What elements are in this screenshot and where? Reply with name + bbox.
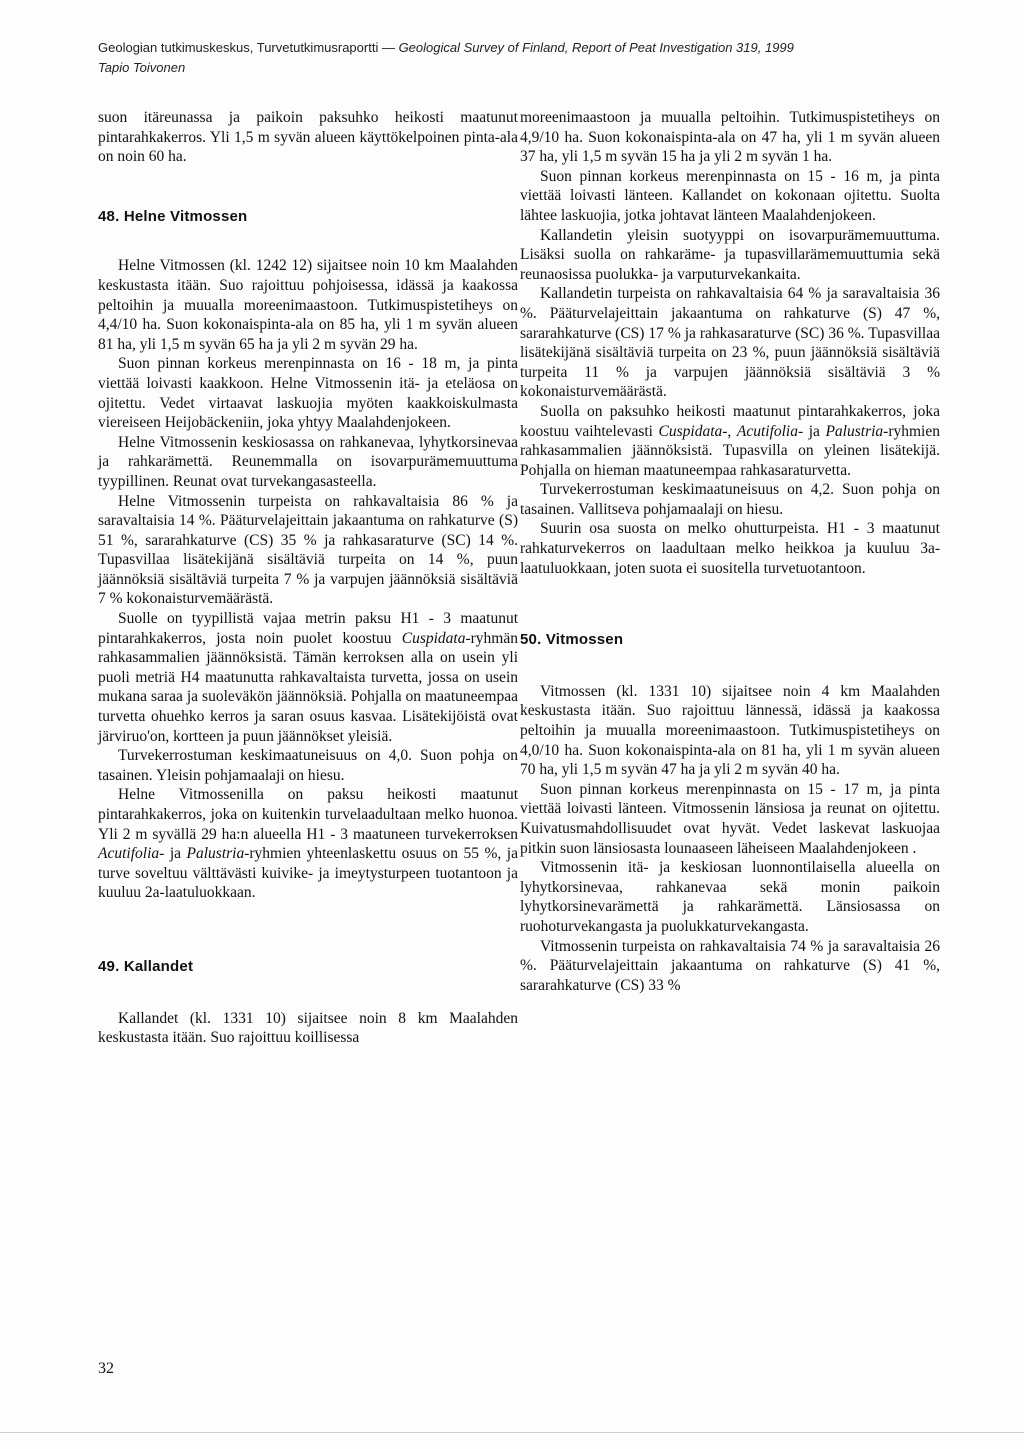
header-series: Geological Survey of Finland, Report of Peat Investigation 319, 1999 [398,40,794,55]
paragraph: Helne Vitmossenin keskiosassa on rahkanevaa, lyhytkorsinevaa ja rahkarämettä. Reunemmalla on isovarpurämemuuttuma tyypillinen. Reunat ovat turvekangasasteella. [98,433,518,490]
left-column [98,108,518,1048]
right-column [520,108,940,995]
paragraph: Turvekerrostuman keskimaatuneisuus on 4,2. Suon pohja on tasainen. Vallitseva pohjamaalaji on hiesu. [520,481,940,518]
paragraph: Kallandet (kl. 1331 10) sijaitsee noin 8 km Maalahden keskustasta itään. Suo rajoittuu koillisessa [98,1009,518,1047]
paragraph [98,609,518,746]
taxon-italic: Cuspidata [658,422,723,440]
paragraph: Kallandetin turpeista on rahkavaltaisia 64 % ja saravaltaisia 36 %. Pääturvelajeittain jakaantuma on rahkaturve (S) 47 %, sararahkaturve (CS) 17 % ja rahkasaraturve (SC) 36 %. Tupasvillaa lisätekijänä sisältäviä turpeita on 23 %, puun jäännöksiä sisältäviä turpeita 11 % ja varpujen jäännöksiä sisältäviä 3 % kokonaisturvemäärästä. [520,285,940,401]
text-run: -ryhmien yhteenlaskettu osuus on 55 %, ja turve soveltuu välttävästi kuivike- ja imeytysturpeen tuotantoon ja kuuluu 2a-laatuluokkaan. [98,845,518,902]
paragraph: Vitmossenin itä- ja keskiosan luonnontilaisella alueella on lyhytkorsinevaa, rahkanevaa sekä monin paikoin lyhytkorsinevarämettä ja rahkarämettä. Länsiosassa on ruohoturvekangasta ja puolukkaturvekangasta. [520,859,940,935]
paragraph [98,785,518,903]
taxon-italic: Palustria [186,845,245,863]
paragraph: Vitmossen (kl. 1331 10) sijaitsee noin 4 km Maalahden keskustasta itään. Suo rajoittuu lännessä, idässä ja kaakossa peltoihin ja muualla moreenimaastoon. Tutkimuspistetiheys on 4,0/10 ha. Suon kokonaispinta-ala on 81 ha, yli 1 m syvän alueen 70 ha, yli 1,5 m syvän 47 ha ja yli 2 m syvän 40 ha. [520,682,940,779]
taxon-italic: Palustria [825,422,884,440]
paragraph: Suurin osa suosta on melko ohutturpeista. H1 - 3 maatunut rahkaturvekerros on laadultaan melko heikkoa ja kuuluu 3a-laatuluokkaan, joten suota ei suositella turvetuotantoon. [520,520,940,577]
text-run: Suolle on tyypillistä vajaa metrin paksu H1 - 3 maatunut pintarahkakerros, josta noin puolet koostuu [98,610,518,647]
taxon-italic: Cuspidata [401,629,466,647]
section-heading-49: 49. Kallandet [98,957,194,975]
text-run: -ryhmän rahkasammalien jäännöksistä. Tämän kerroksen alla on usein yli puoli metriä H4 maatunutta rahkavaltaista turvetta, jossa on usein mukana saraa ja suoleväkön jäännöksiä. Pohjalla on maatuneempaa turvetta ohuehko kerros ja saran osuus kasvaa. Lisätekijöistä ovat järviruo'on, kortteen ja puun jäännökset yleisiä. [98,629,518,745]
paragraph: Kallandetin yleisin suotyyppi on isovarpurämemuuttuma. Lisäksi suolla on rahkaräme- ja tupasvillarämemuuttumia sekä reunaosissa puolukka- ja varputurvekankaita. [520,226,940,283]
paragraph [520,402,940,480]
paragraph: Suon pinnan korkeus merenpinnasta on 15 - 17 m, ja pinta viettää loivasti länteen. Vitmossenin länsiosa ja reunat on ojitettu. Kuivatusmahdollisuudet ovat hyvät. Vedet laskevat laskuojaa pitkin suon länsiosasta lounaaseen läheiseen Maalahdenjokeen . [520,780,940,857]
text-run: - ja [159,845,187,863]
header-publisher: Geologian tutkimuskeskus, Turvetutkimusraportti — [98,40,399,55]
header-author: Tapio Toivonen [98,60,186,75]
page-number: 32 [98,1360,114,1377]
paragraph: suon itäreunassa ja paikoin paksuhko heikosti maatunut pintarahkakerros. Yli 1,5 m syvän alueen käyttökelpoinen pinta-ala on noin 60 ha. [98,109,518,166]
text-run: - ja [798,422,826,440]
running-header [98,38,958,78]
paragraph: Suon pinnan korkeus merenpinnasta on 16 - 18 m, ja pinta viettää loivasti kaakkoon. Helne Vitmossenin itä- ja eteläosa on ojitettu. Vedet virtaavat laskuojia myöten kaakkoiskulmasta viereiseen Heijobäckeniin, joka yhtyy Maalahdenjokeen. [98,355,518,432]
scan-edge-line [0,1432,1024,1433]
paragraph: Turvekerrostuman keskimaatuneisuus on 4,0. Suon pohja on tasainen. Yleisin pohjamaalaji on hiesu. [98,747,518,784]
paragraph: Vitmossenin turpeista on rahkavaltaisia 74 % ja saravaltaisia 26 %. Pääturvelajeittain jakaantuma on rahkaturve (S) 41 %, sararahkaturve (CS) 33 % [520,937,940,994]
text-run: Helne Vitmossenilla on paksu heikosti maatunut pintarahkakerros, joka on kuitenkin turvelaadultaan melko huonoa. Yli 2 m syvällä 29 ha:n alueella H1 - 3 maatuneen turvekerroksen [98,786,518,843]
section-heading-50: 50. Vitmossen [520,631,624,649]
text-run: Suolla on paksuhko heikosti maatunut pintarahkakerros, joka koostuu vaihtelevasti [520,402,940,440]
paragraph: Helne Vitmossenin turpeista on rahkavaltaisia 86 % ja saravaltaisia 14 %. Pääturvelajeittain jakaantuma on rahkaturve (S) 51 %, sararahkaturve (CS) 35 % ja rahkasaraturve (SC) 14 %. Tupasvillaa lisätekijänä sisältäviä turpeita on 14 %, puun jäännöksiä sisältäviä turpeita 7 % ja varpujen jäännöksiä sisältäviä 7 % kokonaisturvemäärästä. [98,492,518,608]
text-run: -ryhmien rahkasammalien jäännöksistä. Tupasvilla on yleinen lisätekijä. Pohjalla on hieman maatuneempaa rahkasaraturvetta. [520,422,940,479]
text-run: -, [722,422,737,440]
taxon-italic: Acutifolia [98,845,160,863]
taxon-italic: Acutifolia [736,422,798,440]
paragraph: Suon pinnan korkeus merenpinnasta on 15 - 16 m, ja pinta viettää loivasti länteen. Kallandet on kokonaan ojitettu. Suolta lähtee laskuojia, jotka johtavat länteen Maalahdenjokeen. [520,167,940,224]
header-line-1 [98,38,958,58]
section-heading-48: 48. Helne Vitmossen [98,207,248,225]
paragraph: moreenimaastoon ja muualla peltoihin. Tutkimuspistetiheys on 4,9/10 ha. Suon kokonaispinta-ala on 47 ha, yli 1 m syvän alueen 37 ha, yli 1,5 m syvän 15 ha ja yli 2 m syvän 1 ha. [520,109,940,166]
paragraph: Helne Vitmossen (kl. 1242 12) sijaitsee noin 10 km Maalahden keskustasta itään. Suo rajoittuu pohjoisessa, idässä ja kaakossa peltoihin ja muualla moreenimaastoon. Tutkimuspistetiheys on 4,4/10 ha. Suon kokonaispinta-ala on 85 ha, yli 1 m syvän alueen 81 ha, yli 1,5 m syvän 65 ha ja yli 2 m syvän 29 ha. [98,257,518,353]
